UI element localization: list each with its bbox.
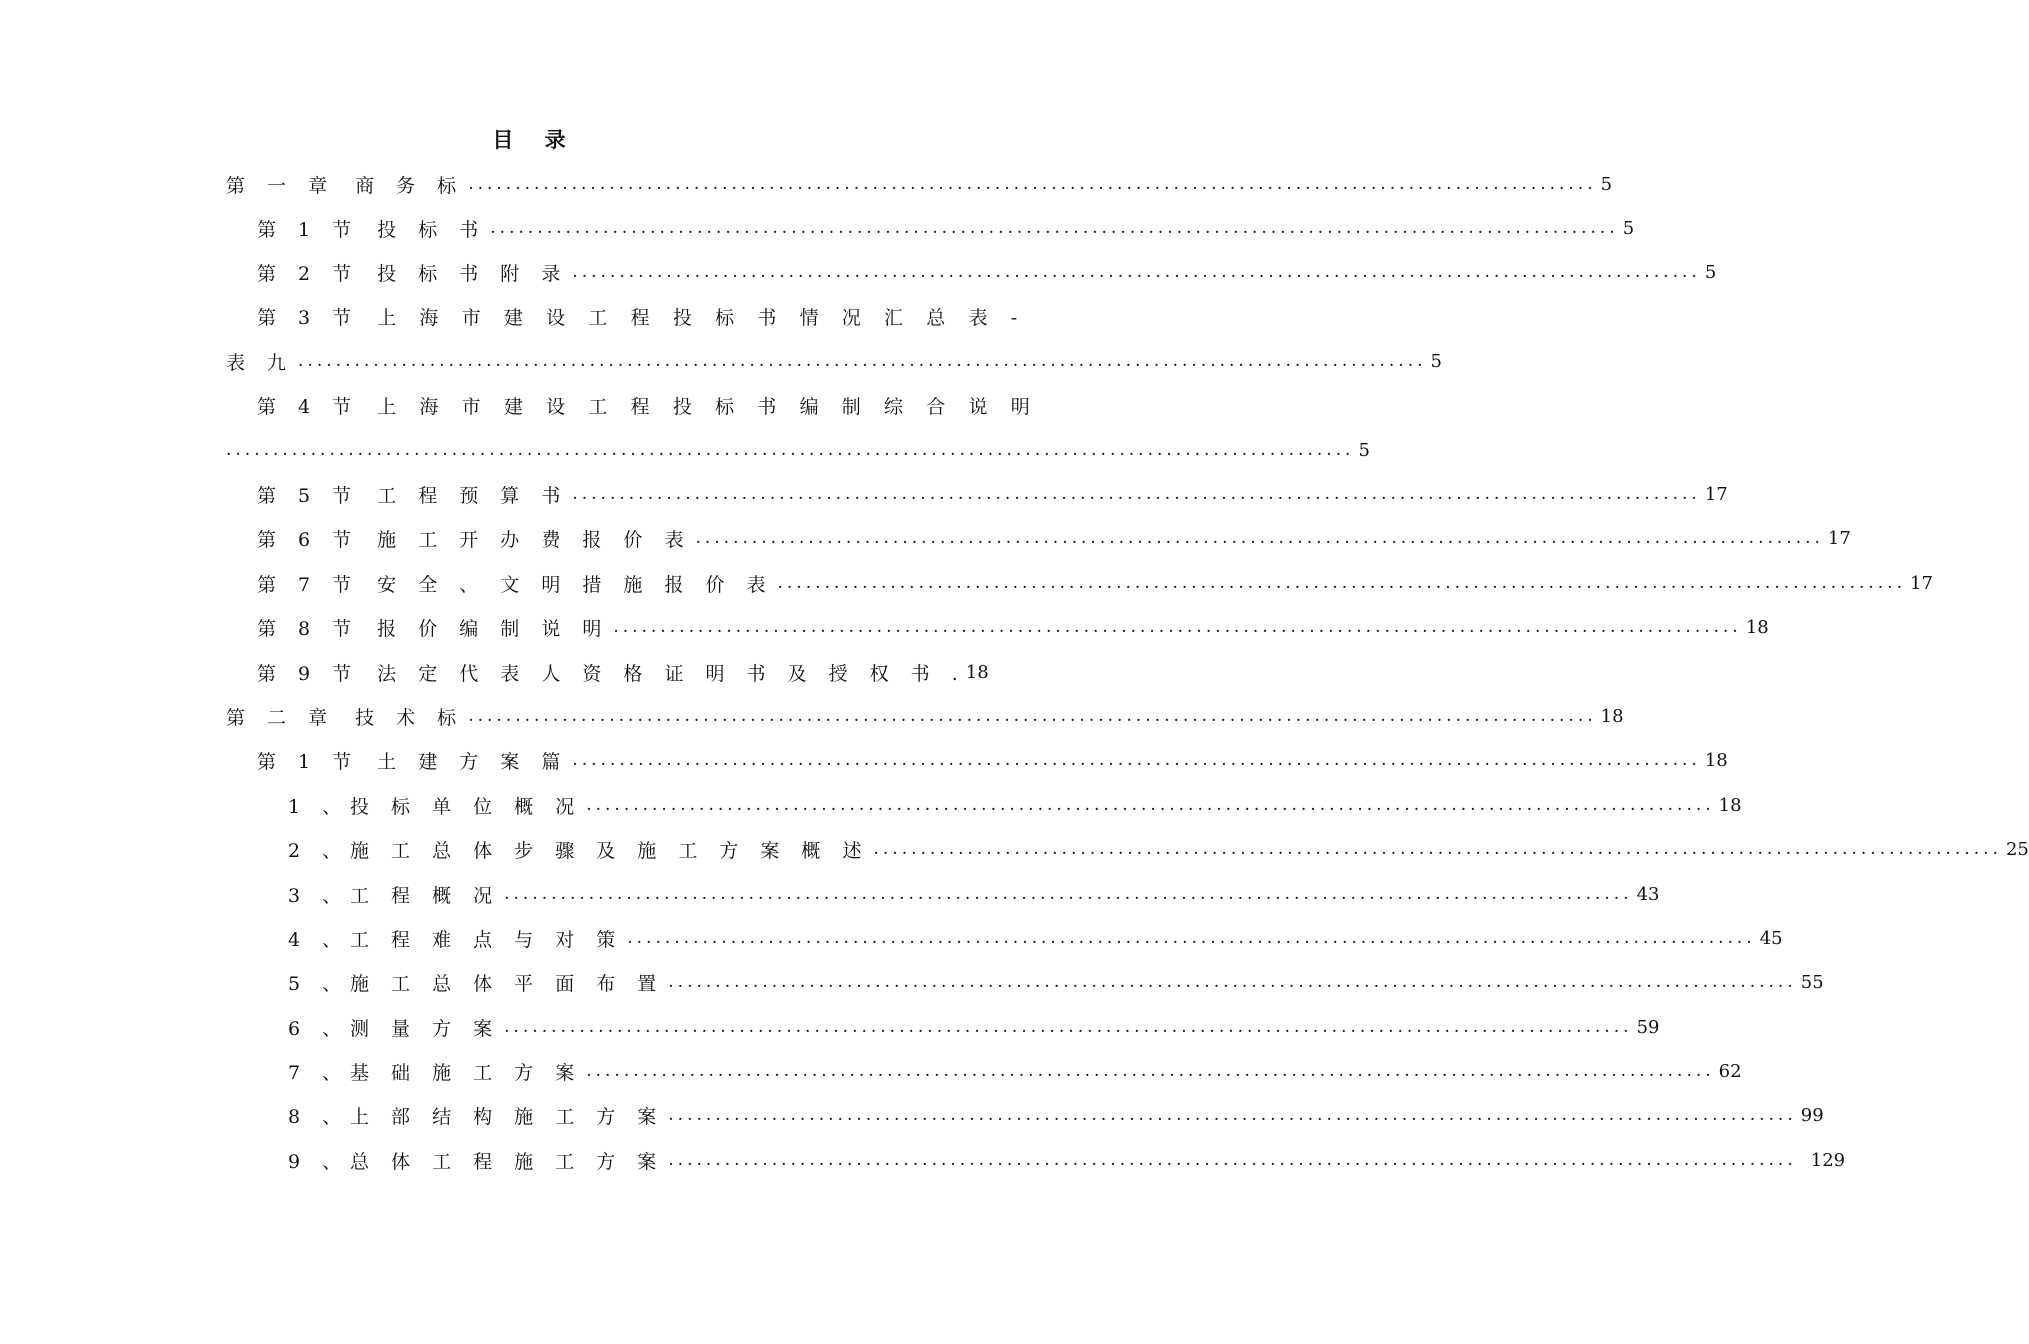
toc-entry-page: 5 — [1600, 173, 1613, 195]
toc-entry-label: 第 1 节 — [257, 218, 360, 241]
toc-entry-text: 工 程 预 算 书 — [377, 484, 569, 507]
toc-entry-item-8[interactable] — [288, 1100, 1824, 1130]
toc-entry-label: 5 、 — [288, 972, 350, 995]
toc-entry-page: 17 — [1827, 527, 1851, 549]
toc-entry-section-2-1[interactable] — [257, 745, 1728, 775]
toc-entry-text: 安 全 、 文 明 措 施 报 价 表 — [377, 573, 774, 596]
toc-title: 目 录 — [492, 127, 578, 152]
toc-entry-section-1-7[interactable] — [257, 568, 1933, 598]
toc-entry-page: 99 — [1800, 1104, 1824, 1126]
toc-entry-text: 报 价 编 制 说 明 — [377, 617, 610, 640]
toc-entry-text: 上 海 市 建 设 工 程 投 标 书 情 况 汇 总 表 - — [377, 306, 1026, 329]
toc-entry-section-1-5[interactable] — [257, 479, 1728, 509]
toc-entry-text: 投 标 书 附 录 — [377, 262, 569, 285]
toc-leader-dots: ........................................................................................................................ — [572, 750, 1701, 770]
toc-entry-page: 129 — [1810, 1149, 1846, 1171]
toc-entry-text: 施 工 总 体 平 面 布 置 — [350, 972, 665, 995]
toc-entry-section-1-1[interactable] — [257, 213, 1635, 243]
toc-entry-item-9[interactable] — [288, 1145, 1846, 1175]
toc-entry-label: 3 、 — [288, 884, 350, 907]
toc-entry-page: 5 — [1622, 217, 1635, 239]
toc-entry-chapter-1[interactable] — [226, 169, 1613, 199]
toc-entry-text: 投 标 单 位 概 况 — [350, 795, 583, 818]
toc-leader-dots: ........................................................................................................................ — [586, 1061, 1715, 1081]
toc-entry-section-1-6[interactable] — [257, 523, 1851, 553]
toc-entry-page: 43 — [1636, 883, 1660, 905]
toc-leader-dots: ........................................................................................................................ — [572, 484, 1701, 504]
toc-entry-text: 商 务 标 — [355, 174, 465, 197]
toc-leader-dots: ........................................................................................................................ — [668, 1150, 1797, 1170]
toc-entry-label: 第 一 章 — [226, 174, 336, 197]
toc-leader-dots: ........................................................................................................................ — [695, 528, 1824, 548]
toc-leader-dots: ........................................................................................................................ — [468, 174, 1597, 194]
toc-entry-label: 第 7 节 — [257, 573, 360, 596]
toc-entry-item-4[interactable] — [288, 923, 1783, 953]
toc-leader-dots: ........................................................................................................................ — [668, 1105, 1797, 1125]
toc-entry-label: 7 、 — [288, 1061, 350, 1084]
toc-leader-dots: ........................................................................................................................ — [668, 972, 1797, 992]
toc-entry-item-1[interactable] — [288, 790, 1742, 820]
toc-entry-page: 5 — [1358, 439, 1370, 461]
toc-entry-text: 工 程 难 点 与 对 策 — [350, 928, 624, 951]
toc-entry-text: 土 建 方 案 篇 — [377, 750, 569, 773]
toc-leader-dots: ........................................................................................................................ — [572, 262, 1701, 282]
toc-entry-page: 18 — [965, 661, 989, 683]
toc-entry-label: 第 二 章 — [226, 706, 336, 729]
toc-entry-text: 法 定 代 表 人 资 格 证 明 书 及 授 权 书 . — [377, 662, 966, 685]
toc-leader-dots: ........................................................................................................................ — [873, 839, 2002, 859]
toc-entry-label: 第 4 节 — [257, 395, 360, 418]
toc-entry-label: 4 、 — [288, 928, 350, 951]
toc-leader-dots: ........................................................................................................................ — [504, 1017, 1633, 1037]
toc-leader-dots: ........................................................................................................................ — [586, 795, 1715, 815]
toc-entry-label: 第 6 节 — [257, 528, 360, 551]
toc-entry-page: 18 — [1704, 749, 1728, 771]
toc-entry-page: 18 — [1718, 794, 1742, 816]
toc-entry-section-1-9[interactable] — [257, 657, 989, 687]
toc-entry-text: 测 量 方 案 — [350, 1017, 501, 1040]
toc-entry-text: 技 术 标 — [355, 706, 465, 729]
toc-leader-dots: ........................................................................................................................ — [627, 928, 1756, 948]
toc-entry-label: 第 8 节 — [257, 617, 360, 640]
toc-entry-text: 投 标 书 — [377, 218, 487, 241]
toc-entry-page: 17 — [1910, 572, 1933, 594]
toc-entry-label: 2 、 — [288, 839, 350, 862]
toc-entry-label: 第 5 节 — [257, 484, 360, 507]
toc-entry-label: 1 、 — [288, 795, 350, 818]
toc-entry-page: 45 — [1759, 927, 1783, 949]
toc-entry-page: 25 — [2005, 838, 2029, 860]
toc-entry-label: 9 、 — [288, 1150, 350, 1173]
toc-entry-section-1-3-continued[interactable] — [226, 346, 1442, 376]
toc-entry-section-1-8[interactable] — [257, 612, 1769, 642]
toc-entry-label: 8 、 — [288, 1105, 350, 1128]
toc-entry-label: 第 3 节 — [257, 306, 360, 329]
toc-entry-text: 基 础 施 工 方 案 — [350, 1061, 583, 1084]
toc-leader-dots: ........................................................................................................................ — [226, 440, 1355, 460]
toc-entry-section-1-3[interactable] — [257, 301, 1026, 331]
toc-entry-page: 5 — [1430, 350, 1442, 372]
toc-entry-section-1-2[interactable] — [257, 257, 1717, 287]
toc-entry-text-continued: 表 九 — [226, 351, 295, 374]
toc-entry-text: 施 工 总 体 步 骤 及 施 工 方 案 概 述 — [350, 839, 870, 862]
toc-entry-item-7[interactable] — [288, 1056, 1742, 1086]
toc-entry-text: 上 海 市 建 设 工 程 投 标 书 编 制 综 合 说 明 — [377, 395, 1039, 418]
toc-entry-page: 18 — [1600, 705, 1624, 727]
toc-leader-dots: ........................................................................................................................ — [504, 884, 1633, 904]
toc-entry-text: 施 工 开 办 费 报 价 表 — [377, 528, 692, 551]
toc-entry-item-5[interactable] — [288, 967, 1824, 997]
toc-leader-dots: ........................................................................................................................ — [298, 351, 1427, 371]
toc-leader-dots: ........................................................................................................................ — [613, 617, 1742, 637]
toc-entry-page: 18 — [1745, 616, 1769, 638]
toc-entry-page: 17 — [1704, 483, 1728, 505]
toc-leader-dots: ........................................................................................................................ — [468, 706, 1597, 726]
toc-entry-item-6[interactable] — [288, 1012, 1660, 1042]
toc-entry-label: 第 2 节 — [257, 262, 360, 285]
toc-entry-text: 工 程 概 况 — [350, 884, 501, 907]
toc-entry-section-1-4-continued[interactable] — [226, 435, 1370, 465]
toc-leader-dots: ........................................................................................................................ — [777, 573, 1906, 593]
toc-leader-dots: ........................................................................................................................ — [490, 218, 1619, 238]
toc-entry-section-1-4[interactable] — [257, 390, 1039, 420]
toc-entry-page: 5 — [1704, 261, 1717, 283]
toc-entry-page: 55 — [1800, 971, 1824, 993]
toc-entry-page: 59 — [1636, 1016, 1660, 1038]
toc-entry-chapter-2[interactable] — [226, 701, 1624, 731]
toc-entry-label: 第 1 节 — [257, 750, 360, 773]
toc-entry-text: 总 体 工 程 施 工 方 案 — [350, 1150, 665, 1173]
toc-entry-page: 62 — [1718, 1060, 1742, 1082]
toc-entry-item-2[interactable] — [288, 834, 2029, 864]
toc-entry-label: 第 9 节 — [257, 662, 360, 685]
toc-entry-text: 上 部 结 构 施 工 方 案 — [350, 1105, 665, 1128]
toc-entry-item-3[interactable] — [288, 879, 1660, 909]
toc-entry-label: 6 、 — [288, 1017, 350, 1040]
